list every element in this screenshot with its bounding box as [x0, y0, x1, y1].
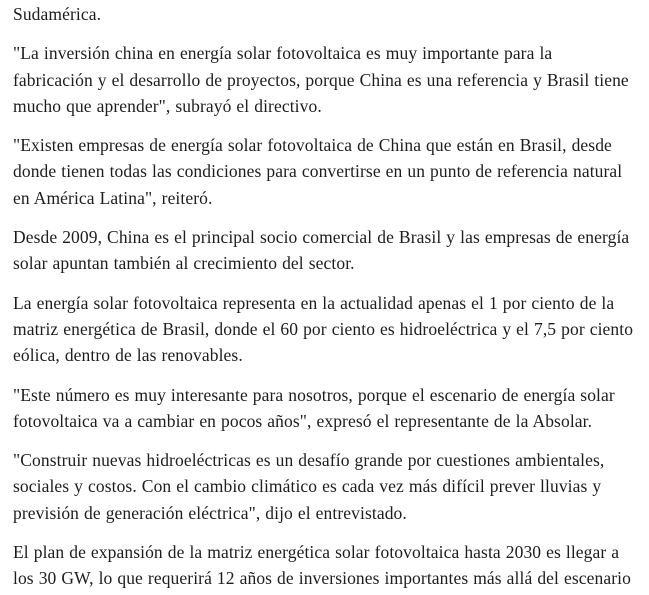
paragraph-matriz-energetica: La energía solar fotovoltaica representa en la actualidad apenas el 1 por ciento de la matriz energética de Brasil, donde el 60 por ciento es hidroeléctrica y el 7,5 por ciento eólica, dentro de las renovables. [13, 292, 634, 366]
paragraph-quote-este-numero: "Este número es muy interesante para nosotros, porque el escenario de energía solar fotovoltaica va a cambiar en pocos años", expresó el representante de la Absolar. [13, 384, 615, 431]
paragraph-quote-inversion-china: "La inversión china en energía solar fotovoltaica es muy importante para la fabricación y el desarrollo de proyectos, porque China es una referencia y Brasil tiene mucho que aprender", subrayó el directivo. [13, 43, 629, 116]
paragraph-quote-empresas-china: "Existen empresas de energía solar fotovoltaica de China que están en Brasil, desde donde tienen todas las condiciones para convertirse en un punto de referencia natural en América Latina", reiteró. [13, 135, 623, 208]
paragraph-quote-hidroelectricas: "Construir nuevas hidroeléctricas es un desafío grande por cuestiones ambientales, sociales y costos. Con el cambio climático es cada vez más difícil prever lluvias y previsión de generación eléctrica", dijo el entrevistado. [13, 450, 605, 523]
paragraph-plan-expansion: El plan de expansión de la matriz energética solar fotovoltaica hasta 2030 es llegar a los 30 GW, lo que requerirá 12 años de inversiones importantes más allá del escenario [13, 542, 631, 589]
paragraph-fragment-sudamerica: Sudamérica. [13, 4, 102, 24]
paragraph-socio-comercial: Desde 2009, China es el principal socio comercial de Brasil y las empresas de energía solar apuntan también al crecimiento del sector. [13, 227, 630, 274]
